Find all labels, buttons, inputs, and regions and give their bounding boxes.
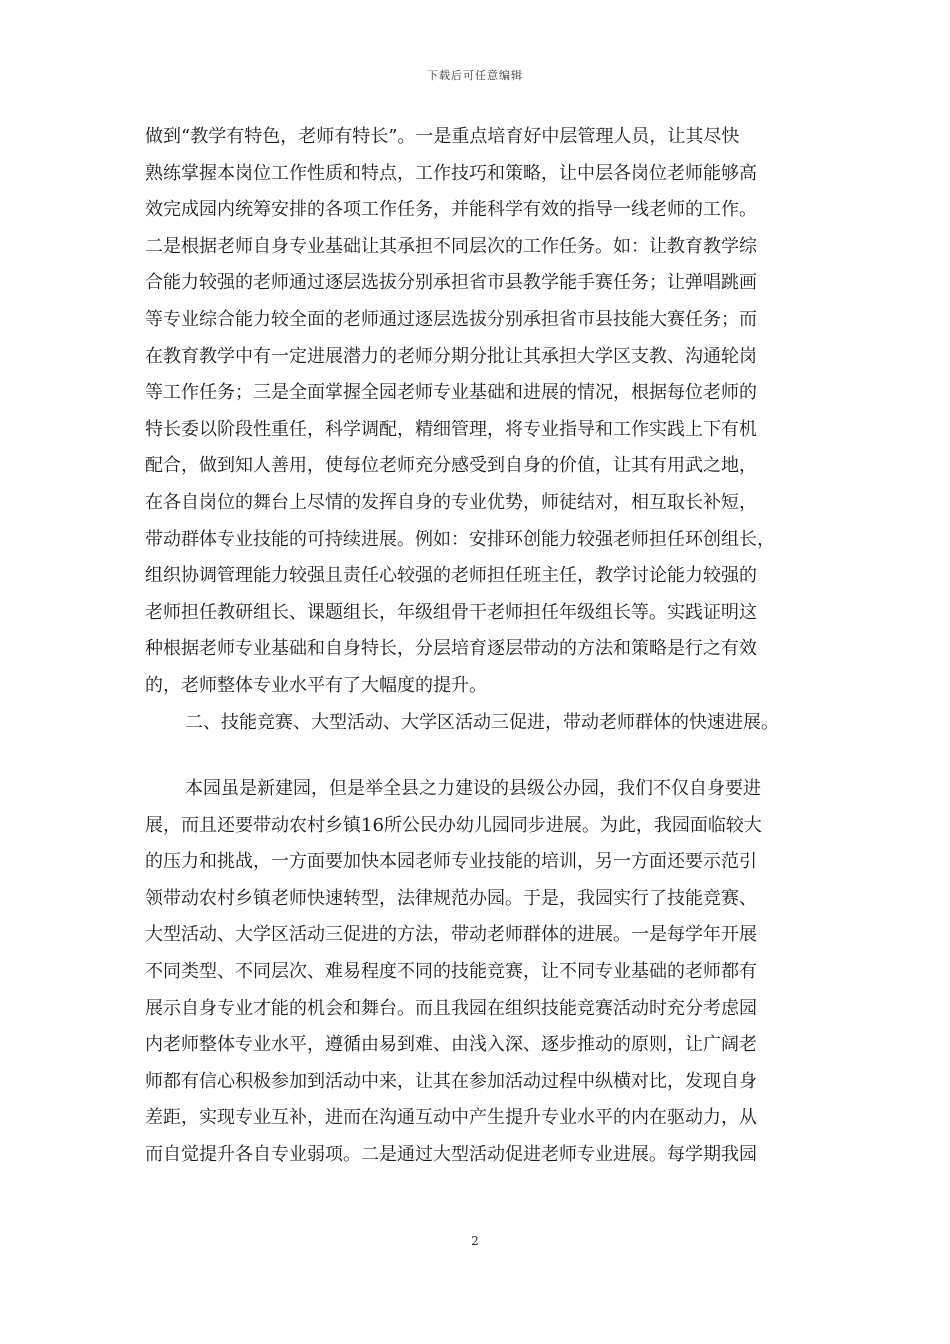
text-line: 师都有信心积极参加到活动中来，让其在参加活动过程中纵横对比，发现自身 — [145, 1070, 757, 1092]
text-line: 特长委以阶段性重任，科学调配，精细管理，将专业指导和工作实践上下有机 — [145, 418, 757, 440]
text-line: 二是根据老师自身专业基础让其承担不同层次的工作任务。如：让教育教学综 — [145, 235, 757, 257]
text-line: 效完成园内统筹安排的各项工作任务，并能科学有效的指导一线老师的工作。 — [145, 199, 757, 221]
text-line: 展示自身专业才能的机会和舞台。而且我园在组织技能竞赛活动时充分考虑园 — [145, 997, 757, 1019]
text-line: 大型活动、大学区活动三促进的方法，带动老师群体的进展。一是每学年开展 — [145, 924, 757, 946]
text-line: 的，老师整体专业水平有了大幅度的提升。 — [145, 674, 487, 696]
text-line: 配合，做到知人善用，使每位老师充分感受到自身的价值，让其有用武之地， — [145, 455, 757, 477]
paragraph-1 — [145, 119, 810, 705]
page-header: 下载后可任意编辑 — [427, 69, 523, 82]
text-line: 等工作任务；三是全面掌握全园老师专业基础和进展的情况，根据每位老师的 — [145, 382, 757, 404]
text-line: 而自觉提升各自专业弱项。二是通过大型活动促进老师专业进展。每学期我园 — [145, 1144, 757, 1166]
text-line: 差距，实现专业互补，进而在沟通互动中产生提升专业水平的内在驱动力，从 — [145, 1107, 757, 1129]
text-line: 在各自岗位的舞台上尽情的发挥自身的专业优势，师徒结对，相互取长补短， — [145, 491, 757, 513]
text-line: 熟练掌握本岗位工作性质和特点，工作技巧和策略，让中层各岗位老师能够高 — [145, 162, 757, 184]
text-line: 的压力和挑战，一方面要加快本园老师专业技能的培训，另一方面还要示范引 — [145, 851, 757, 873]
paragraph-2 — [145, 771, 810, 1174]
text-line: 本园虽是新建园，但是举全县之力建设的县级公办园，我们不仅自身要进 — [185, 778, 761, 800]
text-line: 内老师整体专业水平，遵循由易到难、由浅入深、逐步推动的原则，让广阔老 — [145, 1034, 757, 1056]
text-line: 不同类型、不同层次、难易程度不同的技能竞赛，让不同专业基础的老师都有 — [145, 961, 757, 983]
text-line: 在教育教学中有一定进展潜力的老师分期分批让其承担大学区支教、沟通轮岗 — [145, 345, 757, 367]
text-line: 带动群体专业技能的可持续进展。例如：安排环创能力较强老师担任环创组长， — [145, 528, 775, 550]
text-line: 合能力较强的老师通过逐层选拔分别承担省市县教学能手赛任务；让弹唱跳画 — [145, 272, 757, 294]
text-line: 老师担任教研组长、课题组长，年级组骨干老师担任年级组长等。实践证明这 — [145, 601, 757, 623]
text-line: 展，而且还要带动农村乡镇16所公民办幼儿园同步进展。为此，我园面临较大 — [145, 814, 762, 836]
text-line: 领带动农村乡镇老师快速转型，法律规范办园。于是，我园实行了技能竞赛、 — [145, 887, 757, 909]
page-number: 2 — [471, 1234, 479, 1248]
section-heading-text: 二、技能竞赛、大型活动、大学区活动三促进，带动老师群体的快速进展。 — [185, 711, 779, 733]
section-heading — [145, 705, 810, 742]
document-body — [145, 119, 810, 1174]
text-line: 组织协调管理能力较强且责任心较强的老师担任班主任，教学讨论能力较强的 — [145, 565, 757, 587]
text-line: 种根据老师专业基础和自身特长，分层培育逐层带动的方法和策略是行之有效 — [145, 638, 757, 660]
text-line: 做到“教学有特色，老师有特长”。一是重点培育好中层管理人员，让其尽快 — [145, 126, 740, 147]
text-line: 等专业综合能力较全面的老师通过逐层选拔分别承担省市县技能大赛任务；而 — [145, 308, 757, 330]
paragraph-gap — [145, 741, 810, 771]
